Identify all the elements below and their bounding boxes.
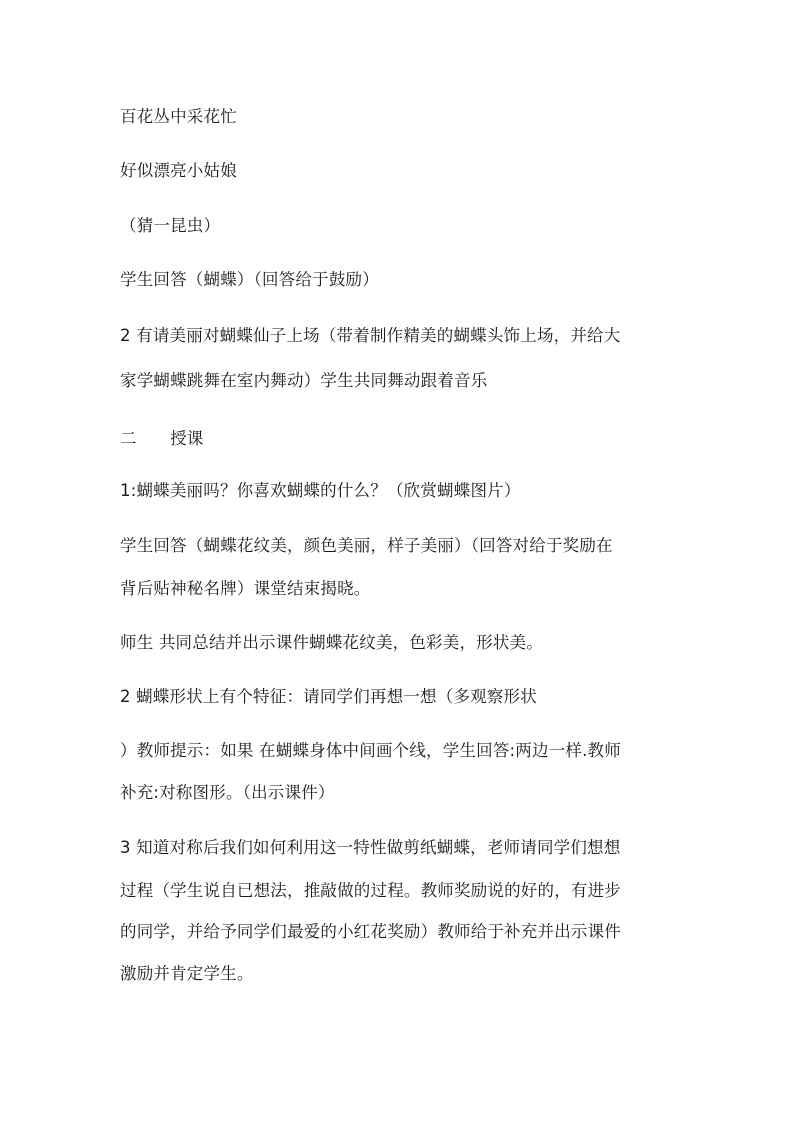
text-line-2: 好似漂亮小姑娘: [120, 161, 237, 180]
text-line-15: 3 知道对称后我们如何利用这一特性做剪纸蝴蝶，老师请同学们想想: [120, 838, 621, 857]
text-line-4: 学生回答（蝴蝶）（回答给于鼓励）: [120, 270, 379, 289]
text-line-9: 学生回答（蝴蝶花纹美，颜色美丽，样子美丽）（回答对给于奖励在: [120, 536, 613, 555]
text-line-11: 师生 共同总结并出示课件蝴蝶花纹美，色彩美，形状美。: [120, 633, 543, 652]
text-line-6: 家学蝴蝶跳舞在室内舞动）学生共同舞动跟着音乐: [120, 371, 488, 390]
text-line-8: 1:蝴蝶美丽吗？你喜欢蝴蝶的什么？（欣赏蝴蝶图片）: [120, 481, 521, 500]
section-heading-teaching: 二 授课: [120, 429, 204, 448]
text-line-10: 背后贴神秘名牌）课堂结束揭晓。: [120, 579, 371, 598]
text-line-3: （猜一昆虫）: [120, 216, 221, 235]
text-line-17: 的同学，并给予同学们最爱的小红花奖励）教师给于补充并出示课件: [120, 922, 621, 941]
text-line-1: 百花丛中采花忙: [120, 107, 237, 126]
text-line-14: 补充:对称图形。（出示课件）: [120, 783, 335, 802]
text-line-12: 2 蝴蝶形状上有个特征：请同学们再想一想（多观察形状: [120, 687, 537, 706]
text-line-18: 激励并肯定学生。: [120, 964, 254, 983]
text-line-5: 2 有请美丽对蝴蝶仙子上场（带着制作精美的蝴蝶头饰上场，并给大: [120, 326, 621, 345]
text-line-16: 过程（学生说自已想法，推敲做的过程。教师奖励说的好的，有进步: [120, 881, 621, 900]
text-line-13: ）教师提示：如果 在蝴蝶身体中间画个线，学生回答:两边一样.教师: [120, 741, 621, 760]
